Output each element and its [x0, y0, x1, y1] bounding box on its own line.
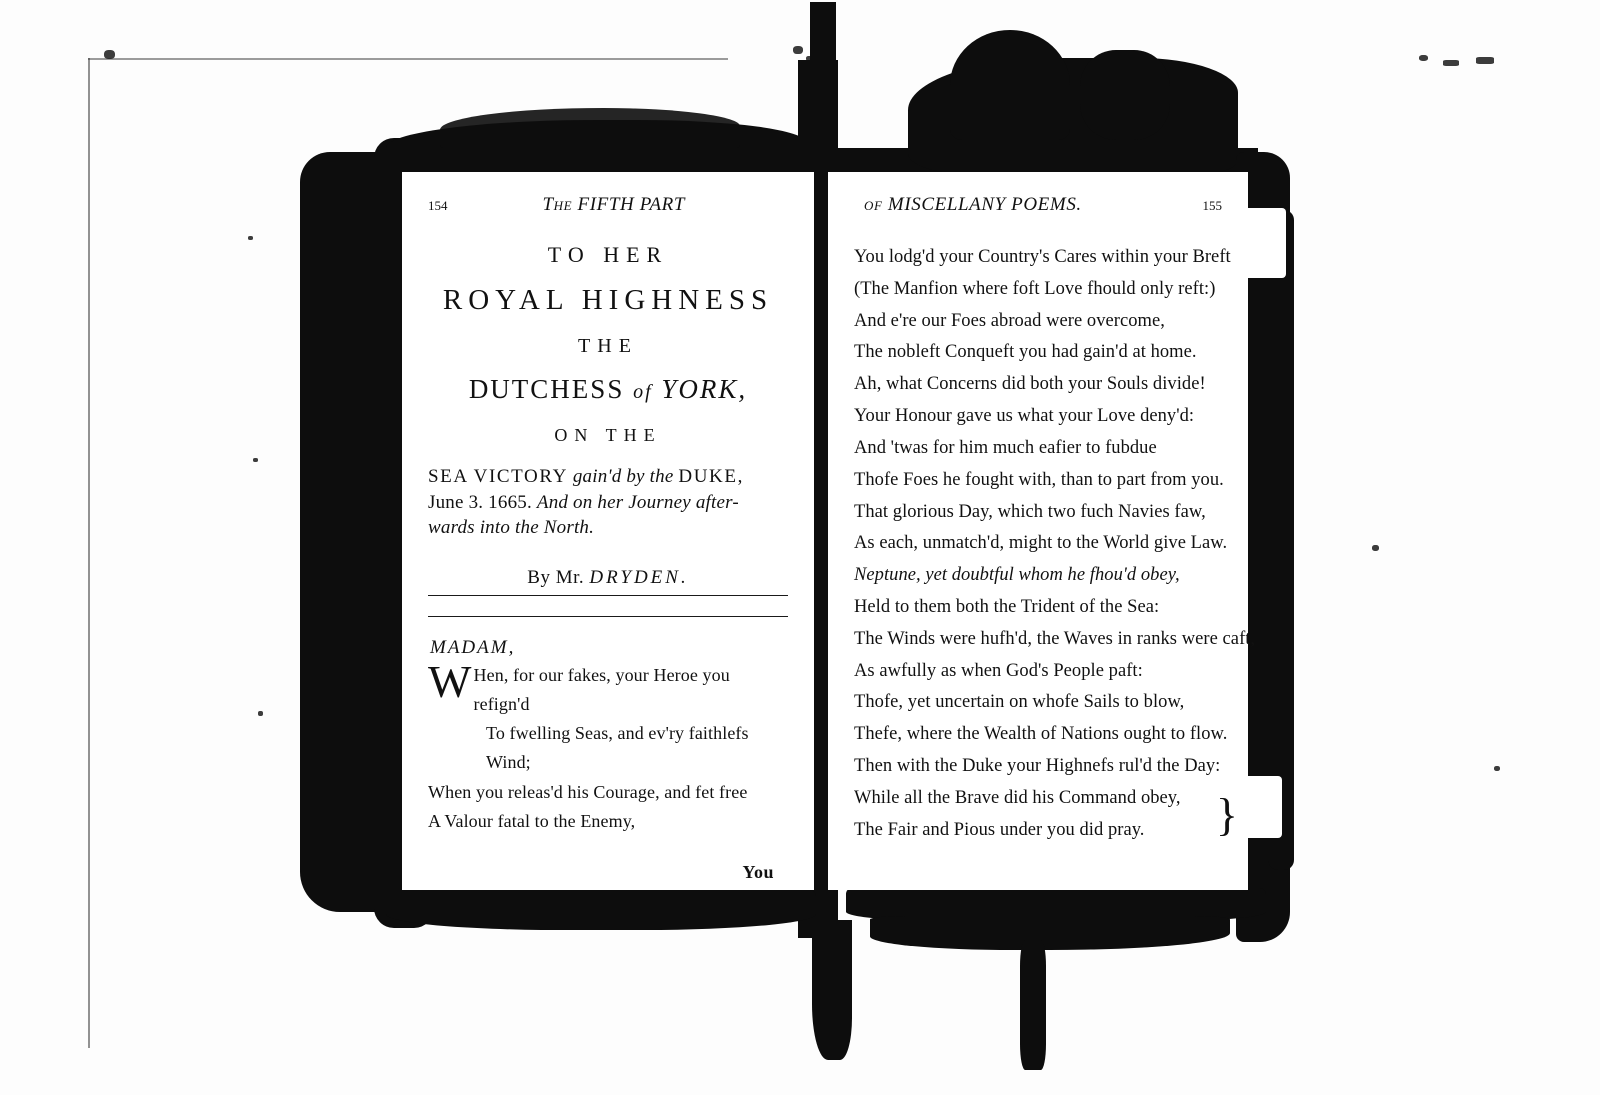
- left-running-head-title: The FIFTH PART: [542, 194, 686, 215]
- gutter-ink: [810, 2, 836, 74]
- verse-line: You lodg'd your Country's Cares within your Breft: [854, 247, 1231, 267]
- dedication-line-3: THE: [578, 335, 638, 357]
- occasion-date: June 3. 1665.: [428, 491, 532, 513]
- left-running-head: [428, 194, 788, 216]
- splash-ink-top-right: [1080, 50, 1170, 140]
- dedication-line-1: TO HER: [547, 242, 669, 267]
- verse-line: The nobleft Conqueft you had gain'd at home.: [854, 342, 1197, 363]
- scan-speck: [1372, 545, 1379, 551]
- verse-first-line: [428, 655, 788, 778]
- open-book: [290, 60, 1350, 940]
- gutter-ink: [812, 920, 852, 1060]
- verse-line: To fwelling Seas, and ev'ry faithlefs Wind;: [486, 723, 749, 773]
- right-running-head-title: [854, 194, 1203, 216]
- occasion-journey-a: And on her Journey after-: [536, 491, 739, 513]
- dedication-dutchess-word: DUTCHESS: [468, 374, 625, 404]
- dedication-line-2: ROYAL HIGHNESS: [442, 284, 774, 316]
- left-page: [402, 172, 814, 890]
- running-head-of: of: [864, 194, 883, 215]
- verse-line: Neptune, yet doubtful whom he fhou'd obey,: [854, 565, 1180, 586]
- verse-line: When you releas'd his Courage, and fet free: [428, 781, 748, 802]
- left-folio-number: 154: [428, 198, 448, 213]
- scan-speck: [1419, 55, 1428, 61]
- catchword: You: [742, 861, 774, 882]
- scan-speck: [253, 458, 258, 462]
- splash-ink-bottom: [870, 916, 1230, 950]
- verse-line: Thofe, yet uncertain on whofe Sails to blow,: [854, 692, 1185, 713]
- verse-line: Held to them both the Trident of the Sea:: [854, 596, 1160, 617]
- verse-line: (The Manfion where foft Love fhould only reft:): [854, 278, 1216, 299]
- right-page-verse: [854, 242, 1256, 846]
- fore-edge-ink-right: [1268, 210, 1294, 870]
- byline-rule-bottom: [428, 616, 788, 617]
- verse-line: Ah, what Concerns did both your Souls divide!: [854, 374, 1206, 395]
- dedication-line-4: [428, 374, 788, 405]
- verse-line: The Winds were hufh'd, the Waves in ranks were caft,: [854, 628, 1256, 649]
- scan-speck: [1443, 60, 1459, 66]
- right-page: [828, 172, 1256, 890]
- left-page-verse: [428, 655, 788, 836]
- scan-speck: [248, 236, 253, 240]
- verse-line: Your Honour gave us what your Love deny'd:: [854, 406, 1195, 427]
- splash-ink-bottom: [1020, 940, 1046, 1070]
- byline-author: DRYDEN.: [589, 566, 689, 588]
- scan-speck: [104, 50, 115, 59]
- scan-speck: [1494, 766, 1500, 771]
- dedication-occasion: [428, 464, 788, 541]
- occasion-journey-b: wards into the North.: [428, 517, 595, 539]
- page-edge-highlight: [1242, 776, 1282, 838]
- verse-line: A Valour fatal to the Enemy,: [428, 810, 636, 831]
- byline-prefix: By Mr.: [527, 566, 585, 588]
- dedication-block: [428, 242, 788, 541]
- triplet-brace: }: [1215, 789, 1238, 841]
- page-edge-ink-top-left: [440, 108, 740, 148]
- verse-line: Hen, for our fakes, your Heroe you refign'd: [473, 664, 730, 715]
- dedication-of-word: of: [633, 381, 653, 403]
- occasion-duke: DUKE,: [678, 466, 744, 487]
- scan-speck: [258, 711, 263, 716]
- verse-line: That glorious Day, which two fuch Navies faw,: [854, 501, 1206, 522]
- salutation: MADAM,: [430, 636, 516, 658]
- scan-speck: [793, 46, 803, 54]
- verse-line: Thefe, where the Wealth of Nations ought to flow.: [854, 724, 1228, 745]
- dedication-york-word: YORK,: [661, 374, 748, 404]
- scan-speck: [1476, 57, 1494, 64]
- verse-line: Thofe Foes he fought with, than to part from you.: [854, 469, 1224, 490]
- verse-line: The Fair and Pious under you did pray.: [854, 819, 1145, 840]
- page-edge-ink-bottom: [386, 890, 816, 930]
- verse-line: And e're our Foes abroad were overcome,: [854, 310, 1165, 331]
- verse-line: And 'twas for him much eafier to fubdue: [854, 437, 1157, 458]
- dedication-line-5: ON THE: [554, 425, 662, 445]
- running-head-miscellany-poems: MISCELLANY POEMS.: [887, 194, 1082, 215]
- verse-line: As awfully as when God's People paft:: [854, 660, 1143, 681]
- byline: [428, 567, 788, 589]
- verse-line: Then with the Duke your Highnefs rul'd the Day:: [854, 756, 1221, 776]
- verse-line: As each, unmatch'd, might to the World give Law.: [854, 533, 1228, 554]
- byline-rule-top: [428, 595, 788, 596]
- crop-mark-vertical: [88, 58, 90, 1048]
- splash-ink-top-right: [950, 30, 1070, 140]
- verse-line: While all the Brave did his Command obey,: [854, 787, 1181, 808]
- occasion-sea-victory: SEA VICTORY: [428, 466, 568, 487]
- right-running-head: [854, 194, 1222, 216]
- right-folio-number: 155: [1202, 198, 1222, 213]
- drop-cap: W: [428, 655, 472, 707]
- occasion-gaind-by-the: gain'd by the: [572, 466, 674, 487]
